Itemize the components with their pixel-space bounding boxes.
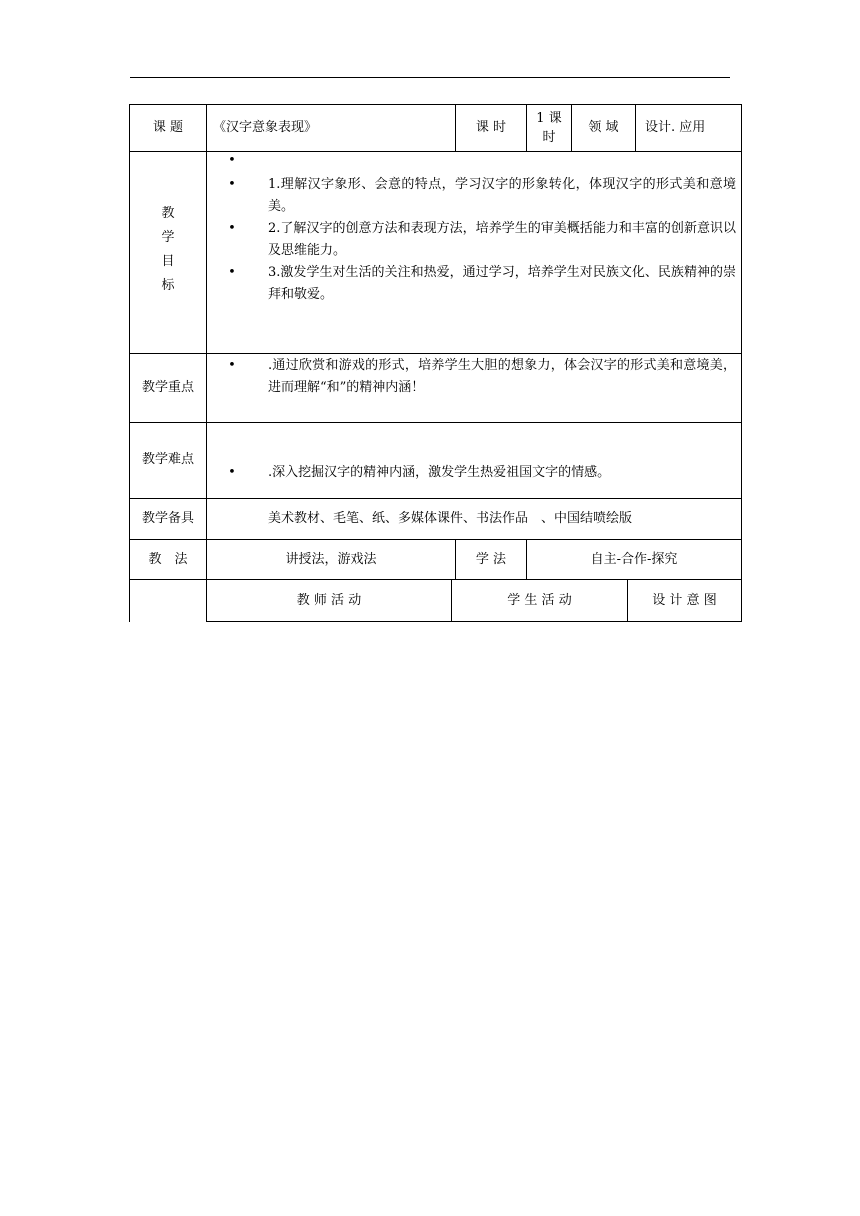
domain-label: 领 域 — [588, 120, 619, 135]
bullet-dot: • — [228, 465, 236, 480]
objectives-label-char: 教 — [161, 206, 175, 221]
page-header-rule — [130, 77, 730, 78]
topic-label: 课 题 — [152, 120, 184, 135]
learning-method-label: 学 法 — [475, 551, 507, 567]
equipment-text: 美术教材、毛笔、纸、多媒体课件、书法作品 、中国结喷绘版 — [268, 511, 633, 526]
objective-text: 3.激发学生对生活的关注和热爱，通过学习，培养学生对民族文化、民族精神的崇拜和敬爱。 — [268, 265, 736, 302]
list-item — [226, 262, 736, 306]
hours-label: 课 时 — [475, 120, 507, 135]
hours-value-line1: 1 课 — [536, 111, 562, 126]
objective-text: 1.理解汉字象形、会意的特点，学习汉字的形象转化，体现汉字的形式美和意境美。 — [268, 177, 736, 214]
objective-text: 2.了解汉字的创意方法和表现方法，培养学生的审美概括能力和丰富的创新意识以及思维能力。 — [268, 221, 736, 258]
list-item — [226, 462, 736, 484]
hours-value-line2: 时 — [542, 130, 556, 145]
teacher-activity-header: 教 师 活 动 — [296, 592, 362, 608]
list-item — [226, 355, 736, 399]
column-divider — [635, 104, 636, 151]
bullet-dot: • — [228, 358, 236, 373]
domain-value: 设计. 应用 — [645, 120, 706, 135]
table-border-bottom — [206, 621, 742, 622]
difficulties-text: .深入挖掘汉字的精神内涵，激发学生热爱祖国文字的情感。 — [268, 465, 611, 480]
student-activity-header: 学 生 活 动 — [507, 592, 572, 608]
list-item — [226, 174, 736, 218]
objectives-label-char: 标 — [161, 278, 175, 293]
difficulties-label: 教学难点 — [141, 452, 194, 467]
objectives-list — [226, 150, 736, 306]
bullet-dot: • — [228, 265, 236, 280]
table-border-right — [741, 104, 742, 622]
equipment-label: 教学备具 — [141, 511, 194, 526]
key-points-label: 教学重点 — [141, 380, 194, 395]
difficulties-list — [226, 462, 736, 484]
bullet-dot: • — [228, 153, 236, 168]
key-points-text: .通过欣赏和游戏的形式，培养学生大胆的想象力，体会汉字的形式美和意境美，进而理解“和”的精神内涵！ — [268, 358, 736, 395]
row-divider — [129, 353, 742, 354]
objectives-label-char: 目 — [161, 254, 175, 269]
row-divider — [129, 422, 742, 423]
teaching-method-label: 教 法 — [148, 551, 188, 567]
hours-value — [527, 105, 571, 151]
learning-method-value: 自主-合作-探究 — [590, 551, 678, 567]
topic-value: 《汉字意象表现》 — [213, 120, 318, 135]
bullet-dot: • — [228, 221, 236, 236]
objectives-label — [130, 152, 206, 292]
list-item — [226, 218, 736, 262]
design-intent-header: 设 计 意 图 — [652, 592, 717, 608]
teaching-method-value: 讲授法，游戏法 — [285, 551, 377, 567]
objectives-label-char: 学 — [161, 230, 175, 245]
list-item — [226, 150, 736, 172]
bullet-dot: • — [228, 177, 236, 192]
key-points-list — [226, 355, 736, 399]
